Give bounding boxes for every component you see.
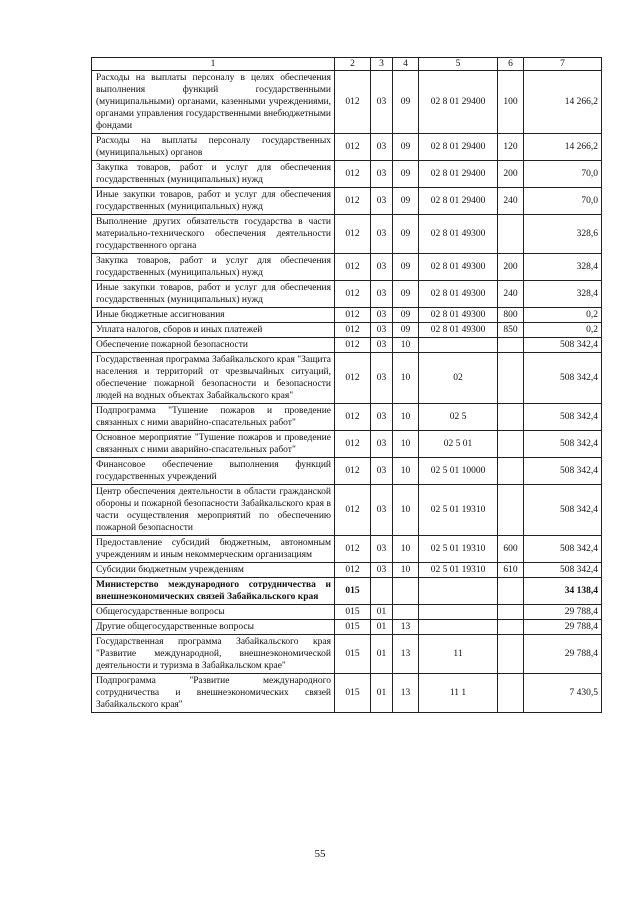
row-amount: 508 342,4	[524, 458, 602, 485]
row-subsection: 10	[393, 458, 419, 485]
row-expense-type	[498, 458, 524, 485]
table-row	[92, 563, 602, 578]
row-code: 012	[335, 485, 371, 536]
row-expense-type: 610	[498, 563, 524, 578]
row-code: 012	[335, 215, 371, 254]
row-target-article: 02 5 01 19310	[419, 485, 498, 536]
table-header-row	[92, 58, 602, 71]
row-section: 03	[371, 404, 393, 431]
row-code: 012	[335, 338, 371, 353]
row-target-article: 02 8 01 29400	[419, 161, 498, 188]
row-expense-type	[498, 674, 524, 713]
row-code: 012	[335, 323, 371, 338]
row-amount: 328,6	[524, 215, 602, 254]
row-name: Предоставление субсидий бюджетным, автономным учреждениям и иным некоммерческим организациям	[92, 536, 335, 563]
row-name: Закупка товаров, работ и услуг для обеспечения государственных (муниципальных) нужд	[92, 254, 335, 281]
row-section: 01	[371, 635, 393, 674]
row-target-article	[419, 605, 498, 620]
row-target-article: 11	[419, 635, 498, 674]
row-name: Иные закупки товаров, работ и услуг для обеспечения государственных (муниципальных) нужд	[92, 188, 335, 215]
table-row	[92, 536, 602, 563]
budget-table-sheet	[91, 57, 601, 713]
table-body	[92, 71, 602, 713]
row-amount: 508 342,4	[524, 338, 602, 353]
row-amount: 508 342,4	[524, 563, 602, 578]
table-row	[92, 674, 602, 713]
header-col-expense-type: 6	[498, 58, 524, 71]
header-col-subsection: 4	[393, 58, 419, 71]
row-amount: 29 788,4	[524, 605, 602, 620]
row-amount: 70,0	[524, 161, 602, 188]
row-subsection: 10	[393, 536, 419, 563]
row-code: 012	[335, 458, 371, 485]
row-expense-type: 240	[498, 281, 524, 308]
row-name: Подпрограмма "Развитие международного сотрудничества и внешнеэкономических связей Забайкальского края"	[92, 674, 335, 713]
table-row	[92, 338, 602, 353]
row-name: Уплата налогов, сборов и иных платежей	[92, 323, 335, 338]
row-name: Общегосударственные вопросы	[92, 605, 335, 620]
row-section: 03	[371, 563, 393, 578]
row-amount: 34 138,4	[524, 578, 602, 605]
row-amount: 0,2	[524, 308, 602, 323]
row-target-article: 02 5 01	[419, 431, 498, 458]
row-name: Финансовое обеспечение выполнения функций государственных учреждений	[92, 458, 335, 485]
row-amount: 29 788,4	[524, 635, 602, 674]
row-section: 03	[371, 161, 393, 188]
row-name: Расходы на выплаты персоналу государственных (муниципальных) органов	[92, 134, 335, 161]
row-name: Государственная программа Забайкальского края "Защита населения и территорий от чрезвычайных ситуаций, обеспечение пожарной безопасности и безопасности людей на водных объектах Забайкальского края"	[92, 353, 335, 404]
row-subsection: 09	[393, 323, 419, 338]
row-subsection: 10	[393, 338, 419, 353]
row-section: 03	[371, 254, 393, 281]
header-col-section: 3	[371, 58, 393, 71]
row-code: 012	[335, 404, 371, 431]
row-name: Другие общегосударственные вопросы	[92, 620, 335, 635]
table-row	[92, 458, 602, 485]
row-name: Государственная программа Забайкальского края "Развитие международной, внешнеэкономической деятельности и туризма в Забайкальском крае"	[92, 635, 335, 674]
row-expense-type	[498, 485, 524, 536]
row-section: 03	[371, 281, 393, 308]
row-code: 015	[335, 578, 371, 605]
row-name: Обеспечение пожарной безопасности	[92, 338, 335, 353]
row-name: Закупка товаров, работ и услуг для обеспечения государственных (муниципальных) нужд	[92, 161, 335, 188]
row-subsection: 10	[393, 353, 419, 404]
row-name: Выполнение других обязательств государства в части материально-технического обеспечения деятельности государственного органа	[92, 215, 335, 254]
row-amount: 508 342,4	[524, 536, 602, 563]
row-target-article: 02 8 01 49300	[419, 308, 498, 323]
row-section: 03	[371, 188, 393, 215]
row-target-article	[419, 578, 498, 605]
row-expense-type: 850	[498, 323, 524, 338]
row-amount: 70,0	[524, 188, 602, 215]
header-col-code: 2	[335, 58, 371, 71]
row-amount: 14 266,2	[524, 71, 602, 134]
table-row	[92, 281, 602, 308]
row-target-article: 11 1	[419, 674, 498, 713]
row-target-article: 02 8 01 29400	[419, 71, 498, 134]
row-amount: 508 342,4	[524, 353, 602, 404]
row-expense-type: 200	[498, 161, 524, 188]
row-code: 012	[335, 161, 371, 188]
row-expense-type	[498, 431, 524, 458]
row-name: Иные бюджетные ассигнования	[92, 308, 335, 323]
row-expense-type	[498, 215, 524, 254]
table-row	[92, 353, 602, 404]
row-expense-type: 200	[498, 254, 524, 281]
row-subsection: 10	[393, 563, 419, 578]
row-expense-type: 100	[498, 71, 524, 134]
row-subsection	[393, 605, 419, 620]
row-expense-type: 800	[498, 308, 524, 323]
row-section: 03	[371, 323, 393, 338]
row-expense-type	[498, 620, 524, 635]
row-target-article: 02 5 01 19310	[419, 536, 498, 563]
header-col-amount: 7	[524, 58, 602, 71]
row-subsection: 10	[393, 431, 419, 458]
row-subsection: 09	[393, 134, 419, 161]
row-target-article: 02 8 01 49300	[419, 215, 498, 254]
row-expense-type	[498, 635, 524, 674]
row-section: 03	[371, 485, 393, 536]
row-section: 01	[371, 674, 393, 713]
row-section: 03	[371, 536, 393, 563]
table-row	[92, 620, 602, 635]
row-target-article	[419, 620, 498, 635]
row-target-article	[419, 338, 498, 353]
table-row	[92, 578, 602, 605]
table-row	[92, 308, 602, 323]
row-code: 012	[335, 134, 371, 161]
row-code: 012	[335, 281, 371, 308]
row-section: 03	[371, 215, 393, 254]
row-code: 012	[335, 353, 371, 404]
row-section: 03	[371, 308, 393, 323]
row-subsection: 09	[393, 254, 419, 281]
row-subsection: 10	[393, 404, 419, 431]
row-target-article: 02 8 01 29400	[419, 188, 498, 215]
row-subsection: 09	[393, 281, 419, 308]
row-subsection: 09	[393, 215, 419, 254]
table-row	[92, 134, 602, 161]
row-subsection: 09	[393, 161, 419, 188]
row-target-article: 02	[419, 353, 498, 404]
row-subsection: 13	[393, 620, 419, 635]
row-name: Основное мероприятие "Тушение пожаров и проведение связанных с ними аварийно-спасательных работ"	[92, 431, 335, 458]
table-row	[92, 485, 602, 536]
row-section	[371, 578, 393, 605]
row-subsection	[393, 578, 419, 605]
row-amount: 508 342,4	[524, 404, 602, 431]
row-subsection: 09	[393, 71, 419, 134]
row-code: 012	[335, 563, 371, 578]
row-expense-type: 240	[498, 188, 524, 215]
row-name: Центр обеспечения деятельности в области гражданской обороны и пожарной безопасности Забайкальского края в части осуществления мероприятий по обеспечению пожарной безопасности	[92, 485, 335, 536]
row-section: 01	[371, 605, 393, 620]
row-code: 015	[335, 605, 371, 620]
row-section: 03	[371, 431, 393, 458]
page-number: 55	[314, 848, 326, 860]
row-target-article: 02 5 01 19310	[419, 563, 498, 578]
row-name: Подпрограмма "Тушение пожаров и проведение связанных с ними аварийно-спасательных работ"	[92, 404, 335, 431]
row-code: 015	[335, 635, 371, 674]
table-row	[92, 635, 602, 674]
row-code: 015	[335, 620, 371, 635]
row-code: 012	[335, 254, 371, 281]
table-row	[92, 215, 602, 254]
row-section: 01	[371, 620, 393, 635]
row-section: 03	[371, 338, 393, 353]
table-row	[92, 161, 602, 188]
row-section: 03	[371, 71, 393, 134]
table-row	[92, 404, 602, 431]
row-amount: 328,4	[524, 254, 602, 281]
row-subsection: 09	[393, 188, 419, 215]
header-col-name: 1	[92, 58, 335, 71]
row-amount: 14 266,2	[524, 134, 602, 161]
table-row	[92, 188, 602, 215]
row-subsection: 09	[393, 308, 419, 323]
row-amount: 508 342,4	[524, 431, 602, 458]
row-subsection: 13	[393, 674, 419, 713]
row-amount: 7 430,5	[524, 674, 602, 713]
row-code: 012	[335, 536, 371, 563]
row-amount: 0,2	[524, 323, 602, 338]
row-name: Расходы на выплаты персоналу в целях обеспечения выполнения функций государственными (муниципальными) органами, казенными учреждениями, органами управления государственными внебюджетными фондами	[92, 71, 335, 134]
row-target-article: 02 5	[419, 404, 498, 431]
table-row	[92, 323, 602, 338]
row-code: 012	[335, 431, 371, 458]
table-row	[92, 71, 602, 134]
row-name: Субсидии бюджетным учреждениям	[92, 563, 335, 578]
row-target-article: 02 8 01 49300	[419, 323, 498, 338]
row-expense-type: 120	[498, 134, 524, 161]
row-code: 012	[335, 308, 371, 323]
row-expense-type	[498, 353, 524, 404]
row-target-article: 02 8 01 49300	[419, 281, 498, 308]
row-subsection: 13	[393, 635, 419, 674]
row-target-article: 02 8 01 29400	[419, 134, 498, 161]
row-expense-type	[498, 338, 524, 353]
row-code: 012	[335, 188, 371, 215]
header-col-target-article: 5	[419, 58, 498, 71]
row-section: 03	[371, 353, 393, 404]
row-section: 03	[371, 134, 393, 161]
row-amount: 508 342,4	[524, 485, 602, 536]
row-code: 012	[335, 71, 371, 134]
row-name: Министерство международного сотрудничества и внешнеэкономических связей Забайкальского края	[92, 578, 335, 605]
row-target-article: 02 8 01 49300	[419, 254, 498, 281]
table-row	[92, 605, 602, 620]
row-amount: 29 788,4	[524, 620, 602, 635]
row-expense-type	[498, 404, 524, 431]
row-section: 03	[371, 458, 393, 485]
row-code: 015	[335, 674, 371, 713]
table-row	[92, 431, 602, 458]
budget-table	[91, 57, 602, 713]
row-subsection: 10	[393, 485, 419, 536]
row-name: Иные закупки товаров, работ и услуг для обеспечения государственных (муниципальных) нужд	[92, 281, 335, 308]
table-row	[92, 254, 602, 281]
row-expense-type	[498, 605, 524, 620]
row-expense-type	[498, 578, 524, 605]
row-amount: 328,4	[524, 281, 602, 308]
row-expense-type: 600	[498, 536, 524, 563]
row-target-article: 02 5 01 10000	[419, 458, 498, 485]
